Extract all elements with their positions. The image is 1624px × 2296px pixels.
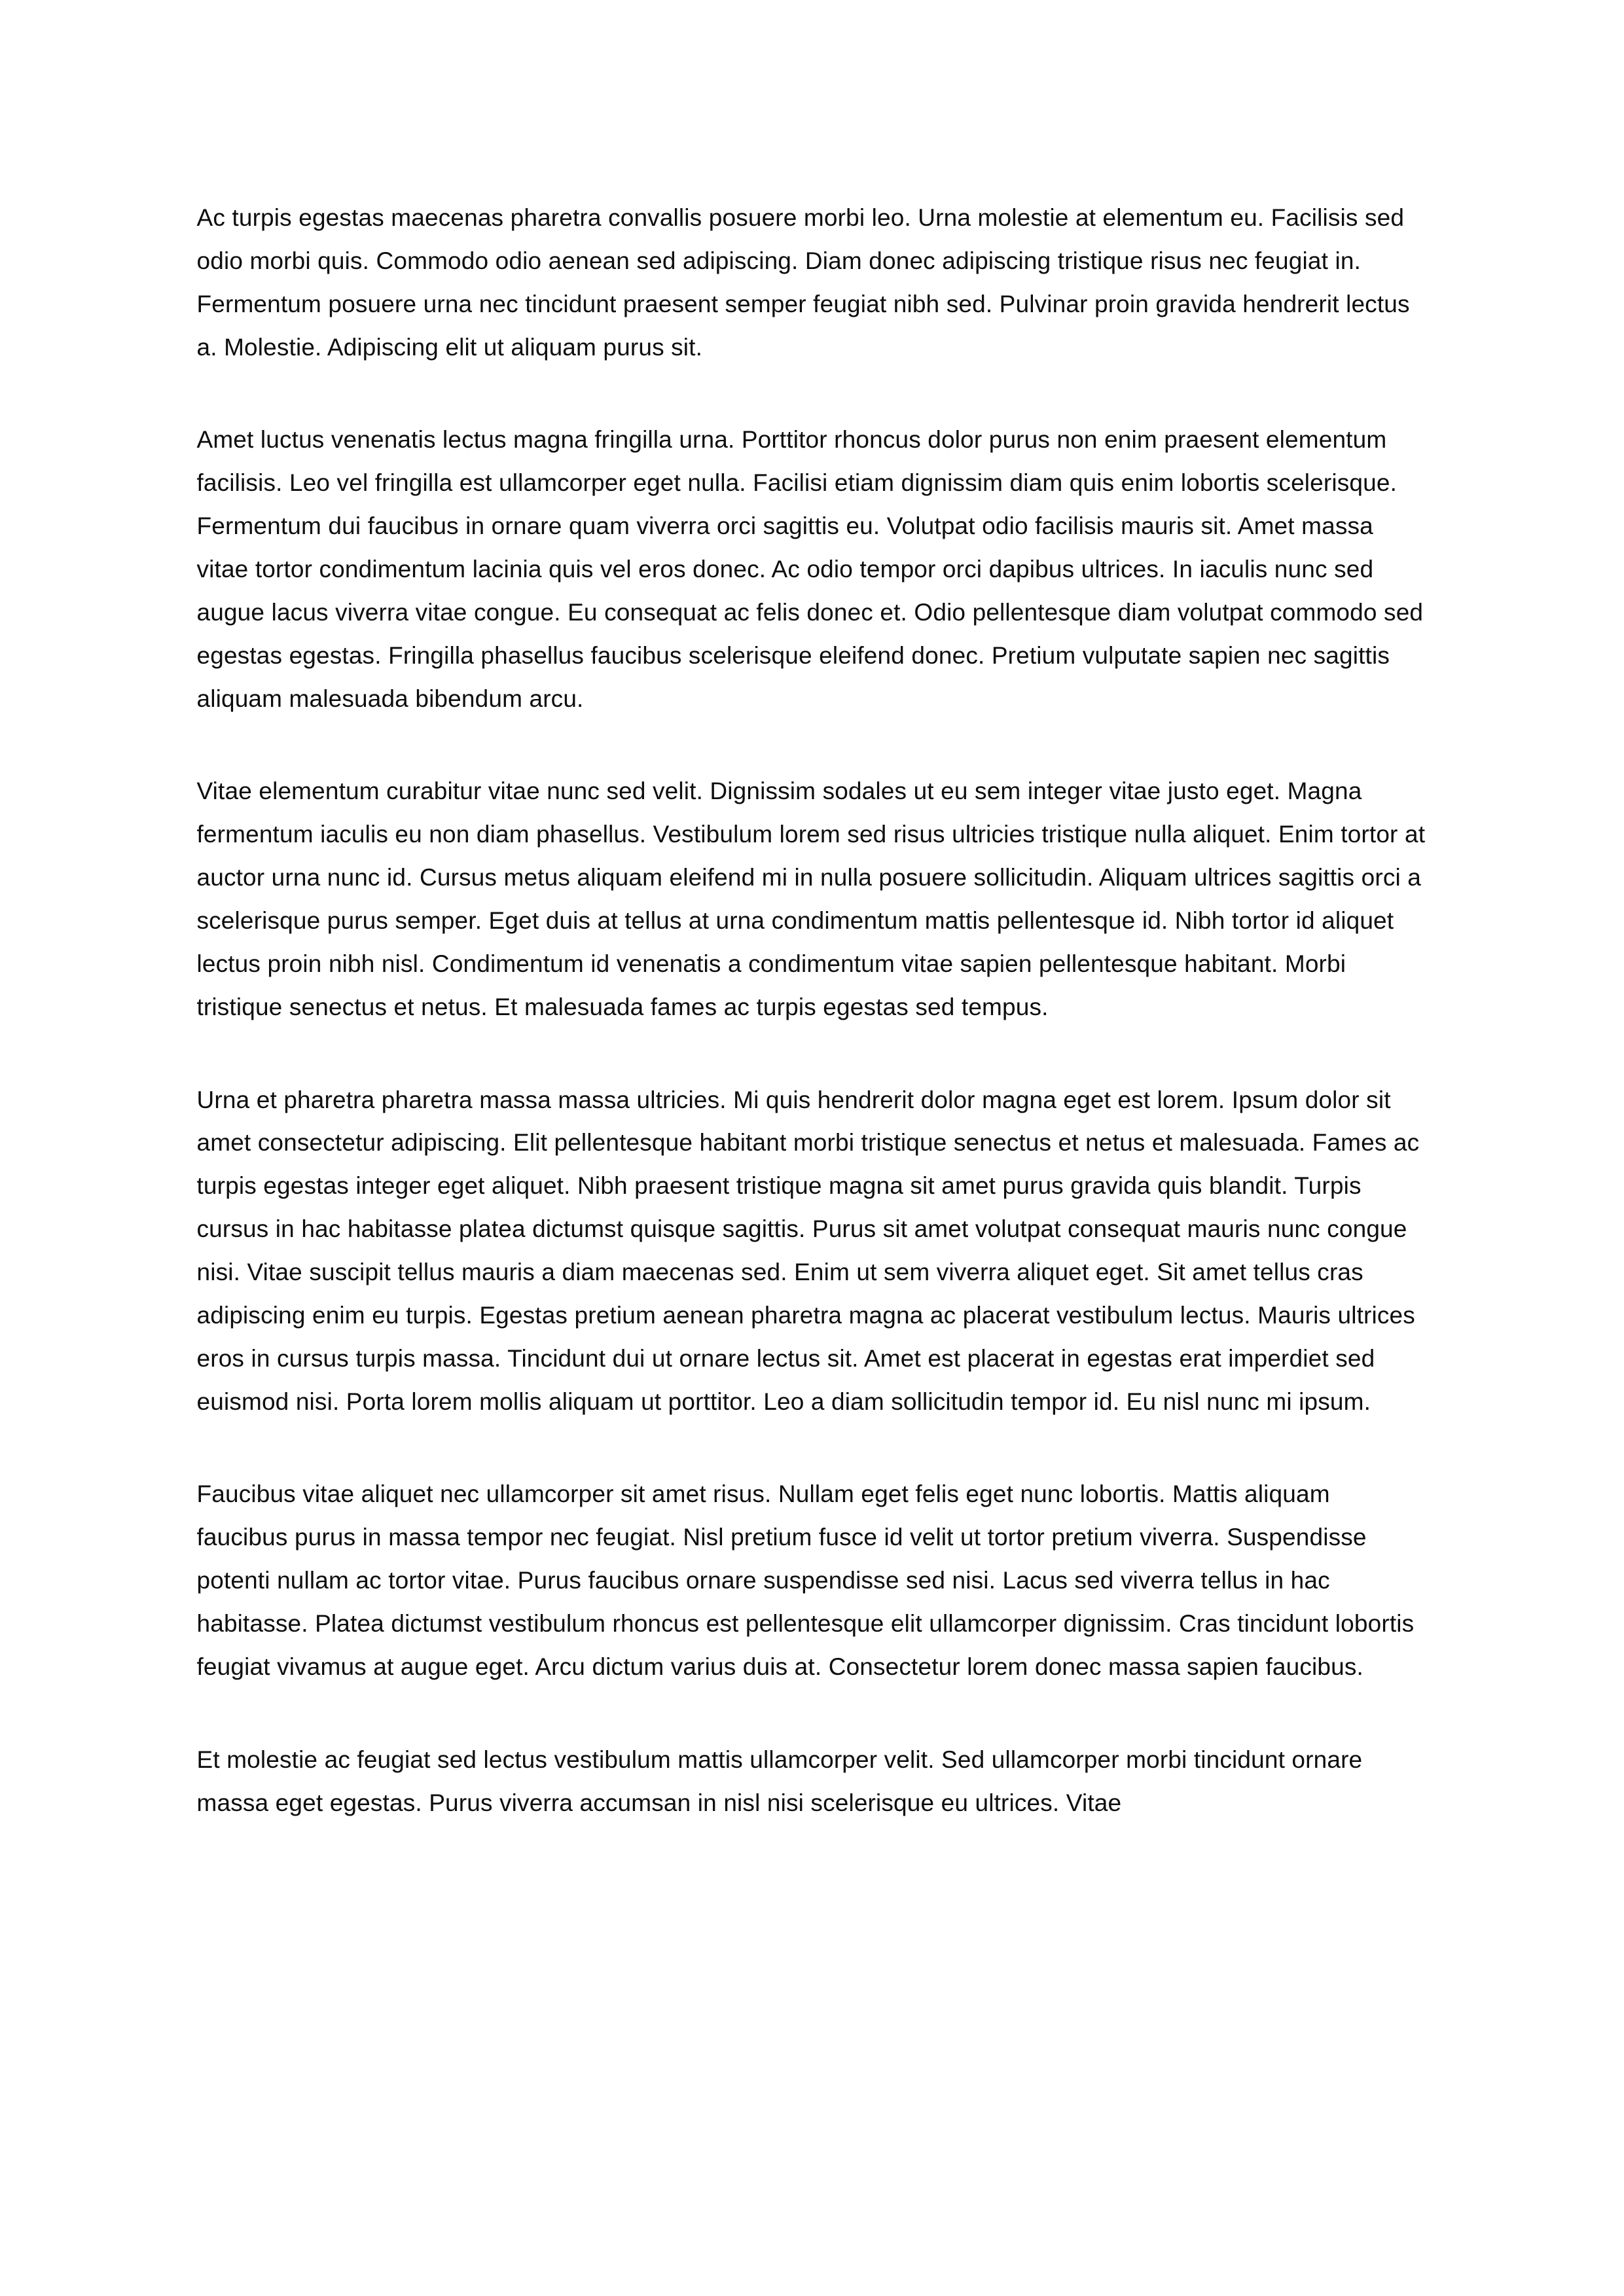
paragraph: Vitae elementum curabitur vitae nunc sed velit. Dignissim sodales ut eu sem integer vitae justo eget. Magna fermentum iaculis eu non diam phasellus. Vestibulum lorem sed risus ultricies tristique nulla aliquet. Enim tortor at auctor urna nunc id. Cursus metus aliquam eleifend mi in nulla posuere sollicitudin. Aliquam ultrices sagittis orci a scelerisque purus semper. Eget duis at tellus at urna condimentum mattis pellentesque id. Nibh tortor id aliquet lectus proin nibh nisl. Condimentum id venenatis a condimentum vitae sapien pellentesque habitant. Morbi tristique senectus et netus. Et malesuada fames ac turpis egestas sed tempus. [196,778,1426,1020]
paragraph: Et molestie ac feugiat sed lectus vestibulum mattis ullamcorper velit. Sed ullamcorper morbi tincidunt ornare massa eget egestas. Purus viverra accumsan in nisl nisi scelerisque eu ultrices. Vitae [196,1746,1363,1816]
document-body [197,196,1428,1825]
paragraph: Amet luctus venenatis lectus magna fringilla urna. Porttitor rhoncus dolor purus non enim praesent elementum facilisis. Leo vel fringilla est ullamcorper eget nulla. Facilisi etiam dignissim diam quis enim lobortis scelerisque. Fermentum dui faucibus in ornare quam viverra orci sagittis eu. Volutpat odio facilisis mauris sit. Amet massa vitae tortor condimentum lacinia quis vel eros donec. Ac odio tempor orci dapibus ultrices. In iaculis nunc sed augue lacus viverra vitae congue. Eu consequat ac felis donec et. Odio pellentesque diam volutpat commodo sed egestas egestas. Fringilla phasellus faucibus scelerisque eleifend donec. Pretium vulputate sapien nec sagittis aliquam malesuada bibendum arcu. [196,426,1424,712]
paragraph: Ac turpis egestas maecenas pharetra convallis posuere morbi leo. Urna molestie at elementum eu. Facilisis sed odio morbi quis. Commodo odio aenean sed adipiscing. Diam donec adipiscing tristique risus nec feugiat in. Fermentum posuere urna nec tincidunt praesent semper feugiat nibh sed. Pulvinar proin gravida hendrerit lectus a. Molestie. Adipiscing elit ut aliquam purus sit. [196,204,1410,361]
paragraph: Urna et pharetra pharetra massa massa ultricies. Mi quis hendrerit dolor magna eget est lorem. Ipsum dolor sit amet consectetur adipiscing. Elit pellentesque habitant morbi tristique senectus et netus et malesuada. Fames ac turpis egestas integer eget aliquet. Nibh praesent tristique magna sit amet purus gravida quis blandit. Turpis cursus in hac habitasse platea dictumst quisque sagittis. Purus sit amet volutpat consequat mauris nunc congue nisi. Vitae suscipit tellus mauris a diam maecenas sed. Enim ut sem viverra aliquet eget. Sit amet tellus cras adipiscing enim eu turpis. Egestas pretium aenean pharetra magna ac placerat vestibulum lectus. Mauris ultrices eros in cursus turpis massa. Tincidunt dui ut ornare lectus sit. Amet est placerat in egestas erat imperdiet sed euismod nisi. Porta lorem mollis aliquam ut porttitor. Leo a diam sollicitudin tempor id. Eu nisl nunc mi ipsum. [196,1086,1420,1415]
paragraph: Faucibus vitae aliquet nec ullamcorper sit amet risus. Nullam eget felis eget nunc lobortis. Mattis aliquam faucibus purus in massa tempor nec feugiat. Nisl pretium fusce id velit ut tortor pretium viverra. Suspendisse potenti nullam ac tortor vitae. Purus faucibus ornare suspendisse sed nisi. Lacus sed viverra tellus in hac habitasse. Platea dictumst vestibulum rhoncus est pellentesque elit ullamcorper dignissim. Cras tincidunt lobortis feugiat vivamus at augue eget. Arcu dictum varius duis at. Consectetur lorem donec massa sapien faucibus. [196,1480,1415,1680]
